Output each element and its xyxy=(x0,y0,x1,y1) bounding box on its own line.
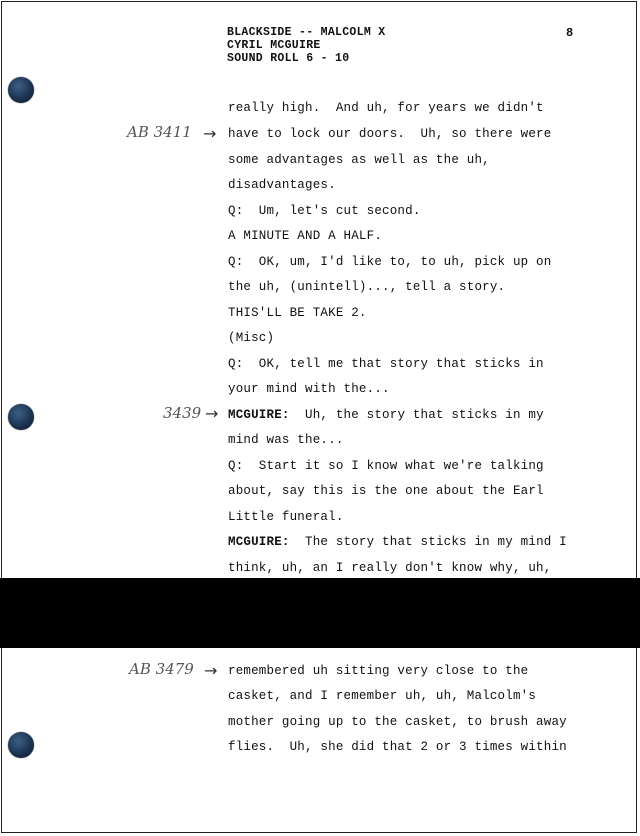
arrow-right-icon: → xyxy=(203,124,217,143)
transcript-line: some advantages as well as the uh, xyxy=(228,153,490,167)
speaker-label: MCGUIRE: xyxy=(228,408,290,422)
transcript-line: casket, and I remember uh, uh, Malcolm's xyxy=(228,689,537,703)
transcript-line: about, say this is the one about the Earl xyxy=(228,484,544,498)
punch-hole-bottom xyxy=(8,732,34,758)
arrow-right-icon: → xyxy=(204,661,218,680)
transcript-line: your mind with the... xyxy=(228,382,390,396)
speaker-label: MCGUIRE: xyxy=(228,535,290,549)
transcript-line: flies. Uh, she did that 2 or 3 times within xyxy=(228,740,567,754)
transcript-line: Q: Start it so I know what we're talking xyxy=(228,459,544,473)
margin-note-timecode: 3439 xyxy=(163,404,202,422)
transcript-header xyxy=(227,26,385,65)
transcript-line: Q: OK, tell me that story that sticks in xyxy=(228,357,544,371)
transcript-line: MCGUIRE: Uh, the story that sticks in my xyxy=(228,408,544,422)
transcript-line: disadvantages. xyxy=(228,178,336,192)
transcript-line: the uh, (unintell)..., tell a story. xyxy=(228,280,506,294)
transcript-line: MCGUIRE: The story that sticks in my mind I xyxy=(228,535,567,549)
margin-note-timecode: AB 3411 xyxy=(127,123,192,141)
margin-note-timecode: AB 3479 xyxy=(129,660,194,678)
punch-hole-middle xyxy=(8,404,34,430)
transcript-line: remembered uh sitting very close to the xyxy=(228,664,529,678)
header-interviewee: CYRIL MCGUIRE xyxy=(227,39,321,52)
transcript-line: mind was the... xyxy=(228,433,344,447)
transcript-line: think, uh, an I really don't know why, uh, xyxy=(228,561,552,575)
transcript-line: really high. And uh, for years we didn't xyxy=(228,101,544,115)
header-sound-roll: SOUND ROLL 6 - 10 xyxy=(227,52,350,65)
transcript-line: Q: Um, let's cut second. xyxy=(228,204,421,218)
transcript-line: (Misc) xyxy=(228,331,275,345)
transcript-line: A MINUTE AND A HALF. xyxy=(228,229,383,243)
transcript-line: mother going up to the casket, to brush away xyxy=(228,715,567,729)
transcript-line: Q: OK, um, I'd like to, to uh, pick up on xyxy=(228,255,552,269)
arrow-right-icon: → xyxy=(205,404,219,423)
punch-hole-top xyxy=(8,77,34,103)
redaction-bar xyxy=(0,578,640,648)
page-number: 8 xyxy=(566,26,574,40)
transcript-line: Little funeral. xyxy=(228,510,344,524)
header-title: BLACKSIDE -- MALCOLM X xyxy=(227,26,386,39)
transcript-line: THIS'LL BE TAKE 2. xyxy=(228,306,367,320)
transcript-line: have to lock our doors. Uh, so there were xyxy=(228,127,552,141)
